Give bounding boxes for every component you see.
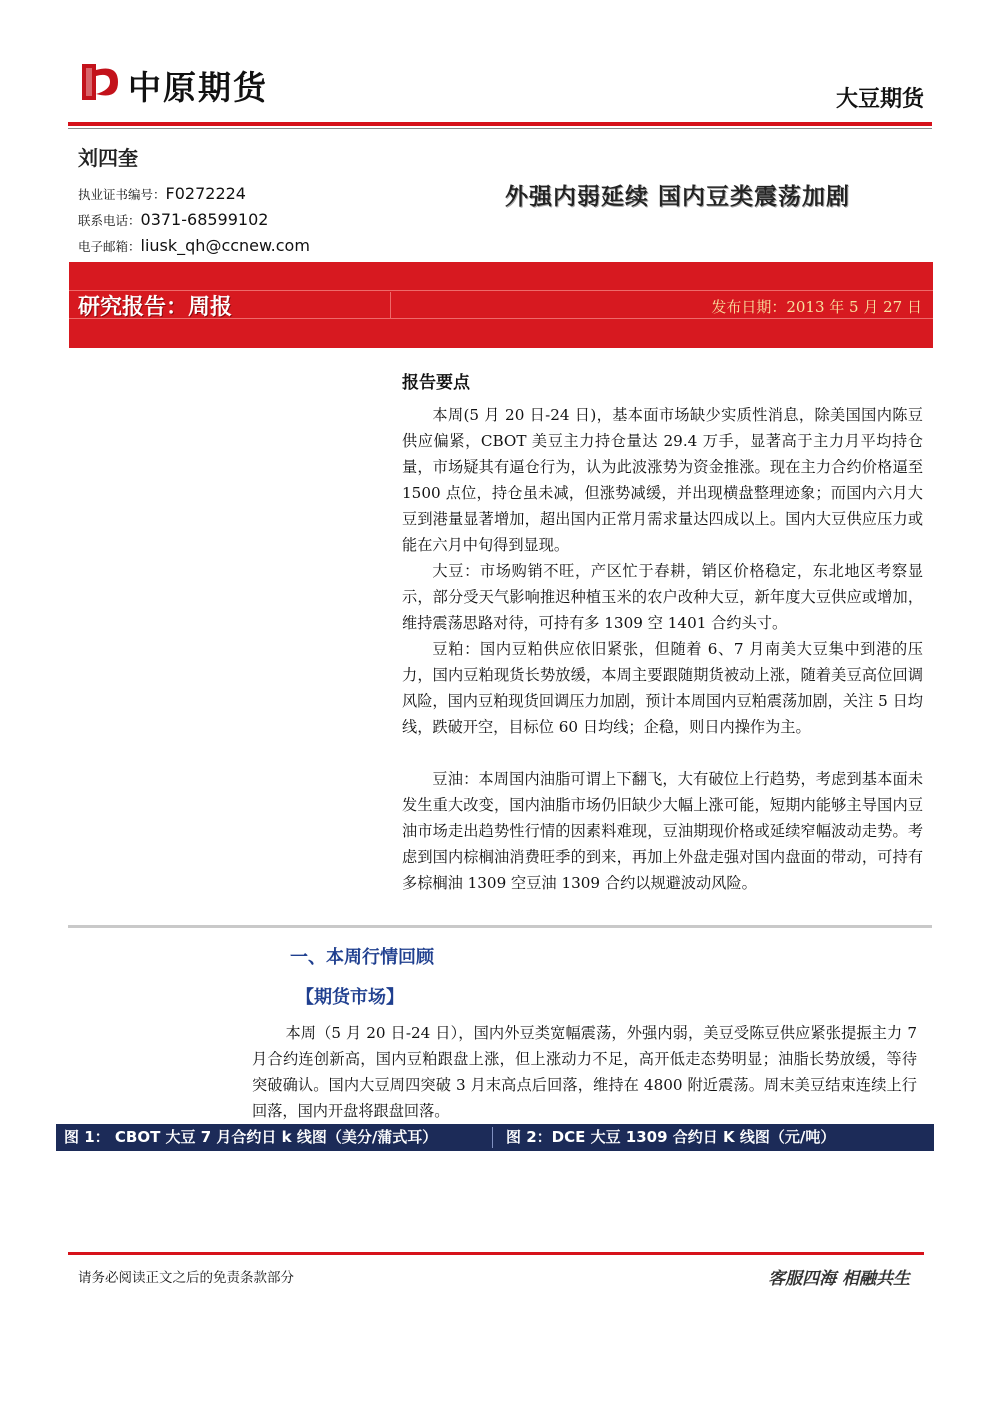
phone-number bbox=[78, 210, 268, 229]
phone-label: 联系电话： bbox=[78, 213, 141, 228]
summary-paragraph: 大豆：市场购销不旺，产区忙于春耕，销区价格稳定，东北地区考察显示，部分受天气影响推迟种植玉米的农户改种大豆，新年度大豆供应或增加，维持震荡思路对待，可持有多 1309 空 1401 合约头寸。 bbox=[402, 562, 923, 632]
cert-number bbox=[78, 184, 246, 203]
brand-name: 中原期货 bbox=[128, 68, 268, 107]
author-name: 刘四奎 bbox=[78, 146, 138, 170]
company-slogan: 客服四海 相融共生 bbox=[768, 1269, 910, 1289]
report-type: 研究报告：周报 bbox=[78, 295, 233, 320]
email-value[interactable]: liusk_qh@ccnew.com bbox=[140, 236, 310, 255]
section-divider bbox=[68, 925, 932, 928]
publish-date: 发布日期：2013 年 5 月 27 日 bbox=[711, 298, 922, 316]
disclaimer-note: 请务必阅读正文之后的免责条款部分 bbox=[78, 1270, 294, 1286]
figure-2-caption: 图 2：DCE 大豆 1309 合约日 K 线图（元/吨） bbox=[506, 1128, 836, 1146]
section-subtitle: 【期货市场】 bbox=[296, 987, 404, 1008]
summary-paragraph: 本周(5 月 20 日-24 日)，基本面市场缺少实质性消息，除美国国内陈豆供应偏紧，CBOT 美豆主力持仓量达 29.4 万手，显著高于主力月平均持仓量，市场疑其有逼仓行为，认为此波涨势为资金推涨。现在主力合约价格逼至 1500 点位，持仓虽未减，但涨势减缓，并出现横盘整理迹象；而国内六月大豆到港量显著增加，超出国内正常月需求量达四成以上。国内大豆供应压力或能在六月中旬得到显现。 bbox=[402, 406, 923, 554]
header-divider-thin bbox=[68, 128, 932, 129]
figure-caption-divider bbox=[492, 1127, 493, 1148]
report-title: 外强内弱延续 国内豆类震荡加剧 bbox=[505, 184, 851, 210]
cert-value: F0272224 bbox=[165, 184, 246, 203]
summary-heading: 报告要点 bbox=[402, 373, 470, 393]
header-divider bbox=[68, 122, 932, 126]
footer-divider bbox=[68, 1252, 924, 1255]
cert-label: 执业证书编号： bbox=[78, 187, 166, 202]
section-title: 一、本周行情回顾 bbox=[290, 947, 434, 968]
email-label: 电子邮箱： bbox=[78, 239, 141, 254]
report-category: 大豆期货 bbox=[835, 87, 924, 112]
phone-value: 0371-68599102 bbox=[140, 210, 269, 229]
summary-paragraph: 豆油：本周国内油脂可谓上下翻飞，大有破位上行趋势，考虑到基本面未发生重大改变，国内油脂市场仍旧缺少大幅上涨可能，短期内能够主导国内豆油市场走出趋势性行情的因素料难现，豆油期现价格或延续窄幅波动走势。考虑到国内棕榈油消费旺季的到来，再加上外盘走强对国内盘面的带动，可持有多棕榈油 1309 空豆油 1309 合约以规避波动风险。 bbox=[402, 770, 923, 892]
figure-1-caption: 图 1： CBOT 大豆 7 月合约日 k 线图（美分/蒲式耳） bbox=[64, 1128, 438, 1146]
section-paragraph: 本周（5 月 20 日-24 日），国内外豆类宽幅震荡，外强内弱，美豆受陈豆供应紧张提振主力 7 月合约连创新高，国内豆粕跟盘上涨，但上涨动力不足，高开低走态势明显；油脂长势放缓，等待突破确认。国内大豆周四突破 3 月末高点后回落，维持在 4800 附近震荡。周末美豆结束连续上行回落，国内开盘将跟盘回落。 bbox=[252, 1024, 917, 1120]
summary-paragraph: 豆粕：国内豆粕供应依旧紧张，但随着 6、7 月南美大豆集中到港的压力，国内豆粕现货长势放缓，本周主要跟随期货被动上涨，随着美豆高位回调风险，国内豆粕现货回调压力加剧，预计本周国内豆粕震荡加剧，关注 5 日均线，跌破开空，目标位 60 日均线；企稳，则日内操作为主。 bbox=[402, 640, 923, 736]
email-address bbox=[78, 236, 310, 255]
company-logo-icon bbox=[78, 60, 122, 104]
banner-rule-vertical bbox=[390, 292, 391, 318]
